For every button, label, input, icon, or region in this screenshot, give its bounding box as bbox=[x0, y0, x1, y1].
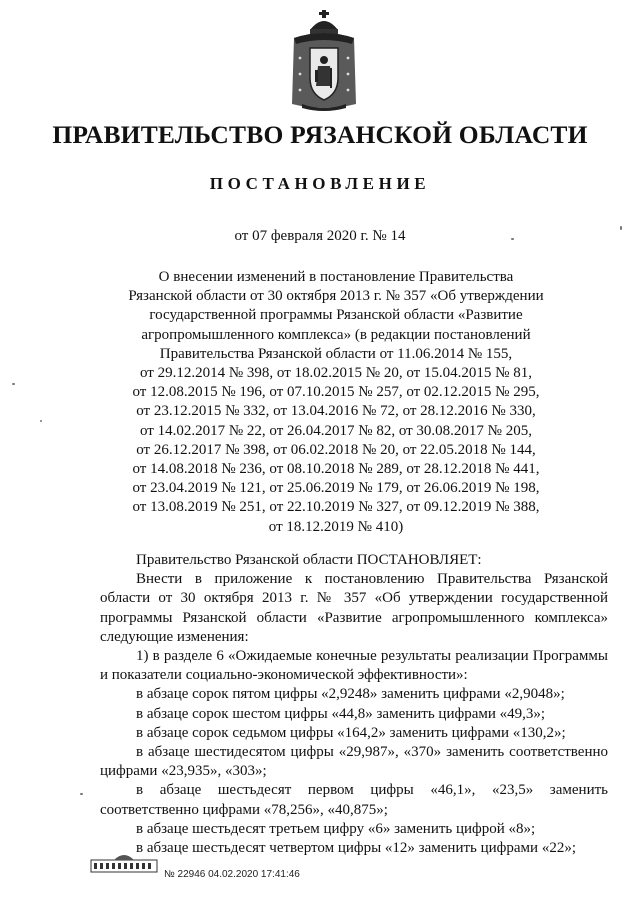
scan-speck bbox=[40, 420, 42, 422]
body-paragraph: в абзаце шестидесятом цифры «29,987», «370» заменить соответственно цифрами «23,935», «303»; bbox=[100, 744, 608, 780]
subject-line: агропромышленного комплекса» (в редакции постановлений bbox=[141, 326, 531, 343]
body-paragraph: в абзаце шестьдесят третьем цифру «6» заменить цифрой «8»; bbox=[136, 820, 536, 837]
document-subject bbox=[96, 268, 576, 537]
subject-line: Правительства Рязанской области от 11.06.2014 № 155, bbox=[159, 345, 513, 362]
subject-line: от 14.08.2018 № 236, от 08.10.2018 № 289, от 28.12.2018 № 441, bbox=[132, 461, 540, 478]
subject-line: от 26.12.2017 № 398, от 06.02.2018 № 20, от 22.05.2018 № 144, bbox=[136, 441, 536, 458]
body-paragraph: в абзаце сорок пятом цифры «2,9248» заменить цифрами «2,9048»; bbox=[136, 686, 565, 703]
body-paragraph: в абзаце сорок седьмом цифры «164,2» заменить цифрами «130,2»; bbox=[136, 724, 566, 741]
subject-line: О внесении изменений в постановление Правительства bbox=[158, 269, 514, 285]
body-paragraph: в абзаце сорок шестом цифры «44,8» заменить цифрами «49,3»; bbox=[136, 705, 546, 722]
body-paragraph: Внести в приложение к постановлению Правительства Рязанской области от 30 октября 2013 г. № 357 «Об утверждении государственной программы Рязанской области «Развитие агропромышленного комплекса» следующие изменения: bbox=[100, 571, 608, 645]
subject-line: от 23.04.2019 № 121, от 25.06.2019 № 179, от 26.06.2019 № 198, bbox=[132, 480, 540, 497]
subject-line: от 29.12.2014 № 398, от 18.02.2015 № 20, от 15.04.2015 № 81, bbox=[139, 365, 532, 382]
coat-of-arms-icon bbox=[286, 8, 362, 114]
subject-line: от 23.12.2015 № 332, от 13.04.2016 № 72, от 28.12.2016 № 330, bbox=[136, 403, 536, 420]
document-type: ПОСТАНОВЛЕНИЕ bbox=[209, 174, 431, 193]
scan-speck bbox=[80, 793, 83, 795]
subject-line: от 18.12.2019 № 410) bbox=[268, 518, 404, 535]
subject-line: от 13.08.2019 № 251, от 22.10.2019 № 327, от 09.12.2019 № 388, bbox=[132, 499, 540, 516]
scan-speck bbox=[620, 226, 622, 230]
registry-stamp-icon bbox=[90, 848, 158, 874]
subject-line: от 14.02.2017 № 22, от 26.04.2017 № 82, от 30.08.2017 № 205, bbox=[139, 422, 532, 439]
document-body bbox=[100, 551, 608, 858]
body-paragraph: в абзаце шестьдесят четвертом цифры «12» заменить цифрами «22»; bbox=[136, 840, 576, 857]
body-paragraph: 1) в разделе 6 «Ожидаемые конечные результаты реализации Программы и показатели социально-экономической эффективности»: bbox=[100, 648, 608, 684]
date-number: от 07 февраля 2020 г. № 14 bbox=[234, 228, 406, 244]
body-paragraph: Правительство Рязанской области ПОСТАНОВЛЯЕТ: bbox=[136, 552, 482, 568]
scan-speck bbox=[12, 383, 15, 385]
registration-stamp: № 22946 04.02.2020 17:41:46 bbox=[164, 869, 300, 880]
body-paragraph: в абзаце шестьдесят первом цифры «46,1», «23,5» заменить соответственно цифрами «78,256», «40,875»; bbox=[100, 782, 608, 818]
scan-speck bbox=[511, 238, 514, 240]
subject-line: государственной программы Рязанской области «Развитие bbox=[149, 307, 523, 324]
subject-line: от 12.08.2015 № 196, от 07.10.2015 № 257, от 02.12.2015 № 295, bbox=[132, 384, 540, 401]
subject-line: Рязанской области от 30 октября 2013 г. № 357 «Об утверждении bbox=[128, 288, 544, 305]
government-title: ПРАВИТЕЛЬСТВО РЯЗАНСКОЙ ОБЛАСТИ bbox=[52, 120, 588, 149]
